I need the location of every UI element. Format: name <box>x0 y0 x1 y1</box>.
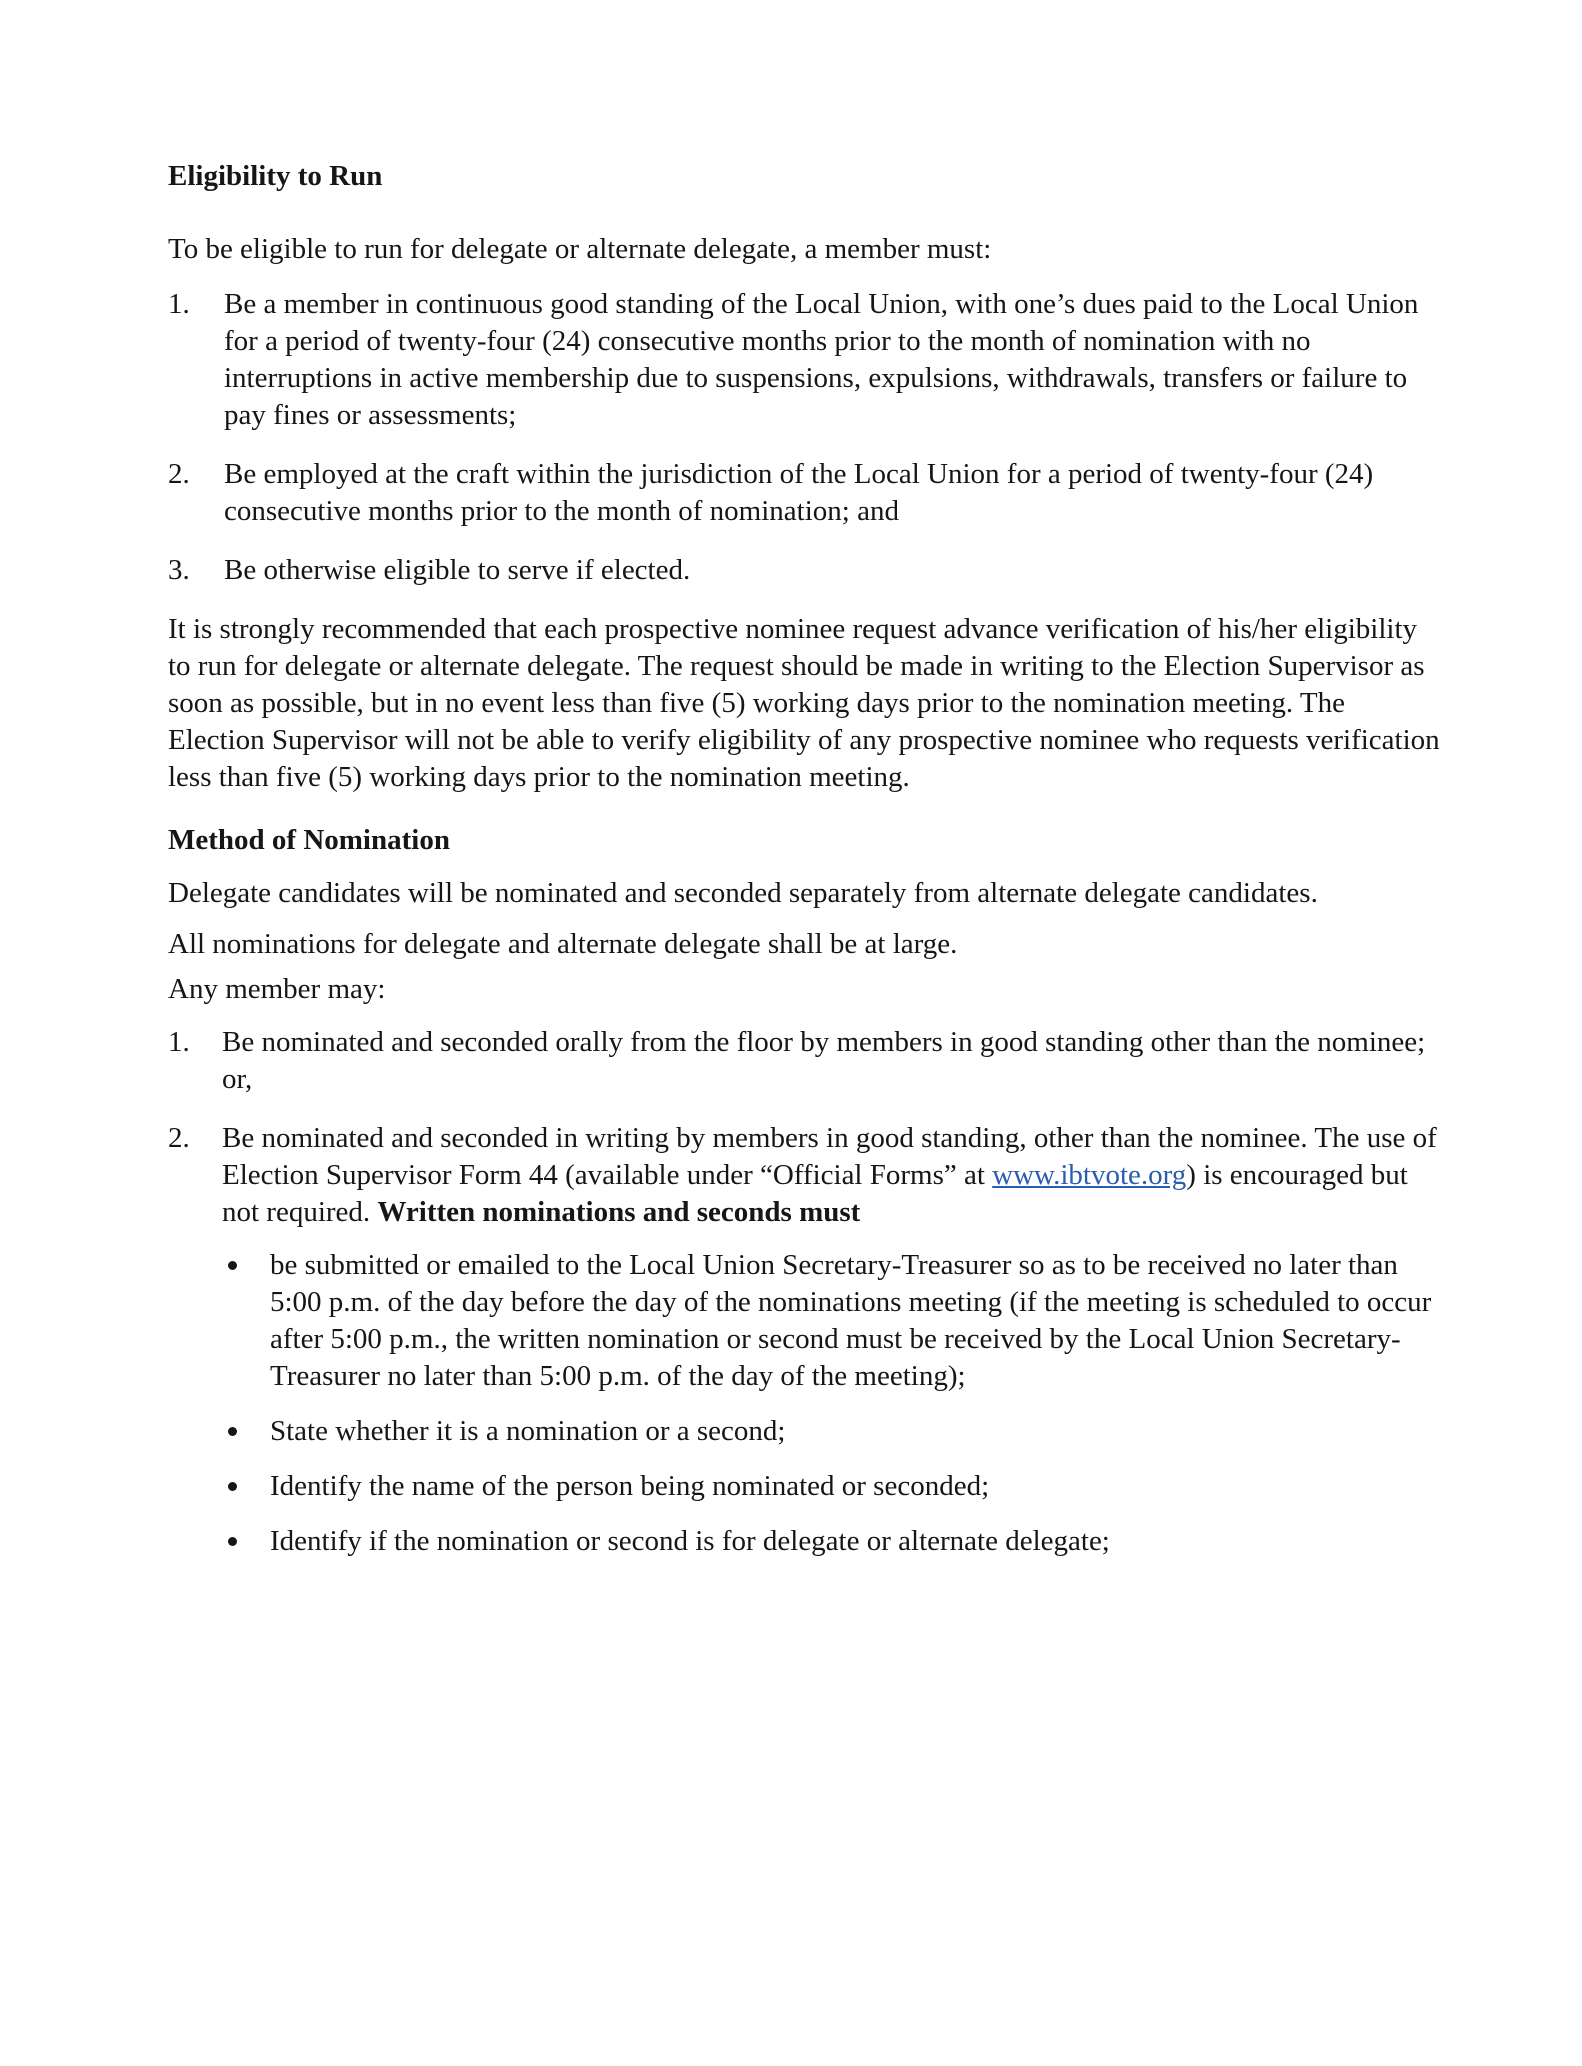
method-line-at-large: All nominations for delegate and alternate delegate shall be at large. <box>168 928 958 960</box>
bullet-icon <box>228 1482 237 1491</box>
eligibility-heading: Eligibility to Run <box>168 160 383 192</box>
bullet-icon <box>228 1537 237 1546</box>
list-text: Be otherwise eligible to serve if elected. <box>224 554 691 586</box>
list-item <box>168 1024 1446 1098</box>
requirements-bullet-list <box>222 1247 1446 1560</box>
bullet-item <box>222 1413 1446 1450</box>
method-list <box>168 1024 1446 1231</box>
method-line-any-member: Any member may: <box>168 973 386 1005</box>
list-number: 2. <box>168 458 190 490</box>
method-line-separate: Delegate candidates will be nominated and seconded separately from alternate delegate candidates. <box>168 877 1318 909</box>
ibtvote-link[interactable]: www.ibtvote.org <box>992 1159 1187 1191</box>
list-item <box>168 286 1446 434</box>
method-heading: Method of Nomination <box>168 824 450 856</box>
list-text: Be employed at the craft within the jurisdiction of the Local Union for a period of twenty-four (24) consecutive months prior to the month of nomination; and <box>224 458 1374 527</box>
list-number: 2. <box>168 1122 190 1154</box>
list-text: Be a member in continuous good standing of the Local Union, with one’s dues paid to the Local Union for a period of twenty-four (24) consecutive months prior to the month of nomination with no interruptions in active membership due to suspensions, expulsions, withdrawals, transfers or failure to pay fines or assessments; <box>224 288 1419 431</box>
bullet-item <box>222 1247 1446 1395</box>
list-text-after: ) is encouraged but not required. <box>222 1159 1408 1228</box>
written-nominations-bold: Written nominations and seconds must <box>377 1196 861 1228</box>
bullet-item <box>222 1523 1446 1560</box>
bullet-text: be submitted or emailed to the Local Union Secretary-Treasurer so as to be received no later than 5:00 p.m. of the day before the day of the nominations meeting (if the meeting is scheduled to occur after 5:00 p.m., the written nomination or second must be received by the Local Union Secretary-Treasurer no later than 5:00 p.m. of the day of the meeting); <box>270 1249 1432 1392</box>
eligibility-list <box>168 286 1446 589</box>
list-number: 1. <box>168 1026 190 1058</box>
list-item <box>168 552 1446 589</box>
list-item <box>168 1120 1446 1231</box>
list-number: 3. <box>168 554 190 586</box>
bullet-icon <box>228 1261 237 1270</box>
document-body <box>168 158 1446 1578</box>
bullet-text: Identify the name of the person being nominated or seconded; <box>270 1470 990 1502</box>
eligibility-intro: To be eligible to run for delegate or alternate delegate, a member must: <box>168 233 992 265</box>
bullet-text: Identify if the nomination or second is for delegate or alternate delegate; <box>270 1525 1110 1557</box>
eligibility-recommendation: It is strongly recommended that each prospective nominee request advance verification of his/her eligibility to run for delegate or alternate delegate. The request should be made in writing to the Election Supervisor as soon as possible, but in no event less than five (5) working days prior to the nomination meeting. The Election Supervisor will not be able to verify eligibility of any prospective nominee who requests verification less than five (5) working days prior to the nomination meeting. <box>168 613 1440 793</box>
bullet-item <box>222 1468 1446 1505</box>
list-text: Be nominated and seconded orally from the floor by members in good standing other than the nominee; or, <box>222 1026 1426 1095</box>
list-text: Be nominated and seconded in writing by members in good standing, other than the nominee. The use of Election Supervisor Form 44 (available under “Official Forms” at <box>222 1122 1437 1191</box>
bullet-icon <box>228 1427 237 1436</box>
list-number: 1. <box>168 288 190 320</box>
list-item <box>168 456 1446 530</box>
bullet-text: State whether it is a nomination or a second; <box>270 1415 786 1447</box>
